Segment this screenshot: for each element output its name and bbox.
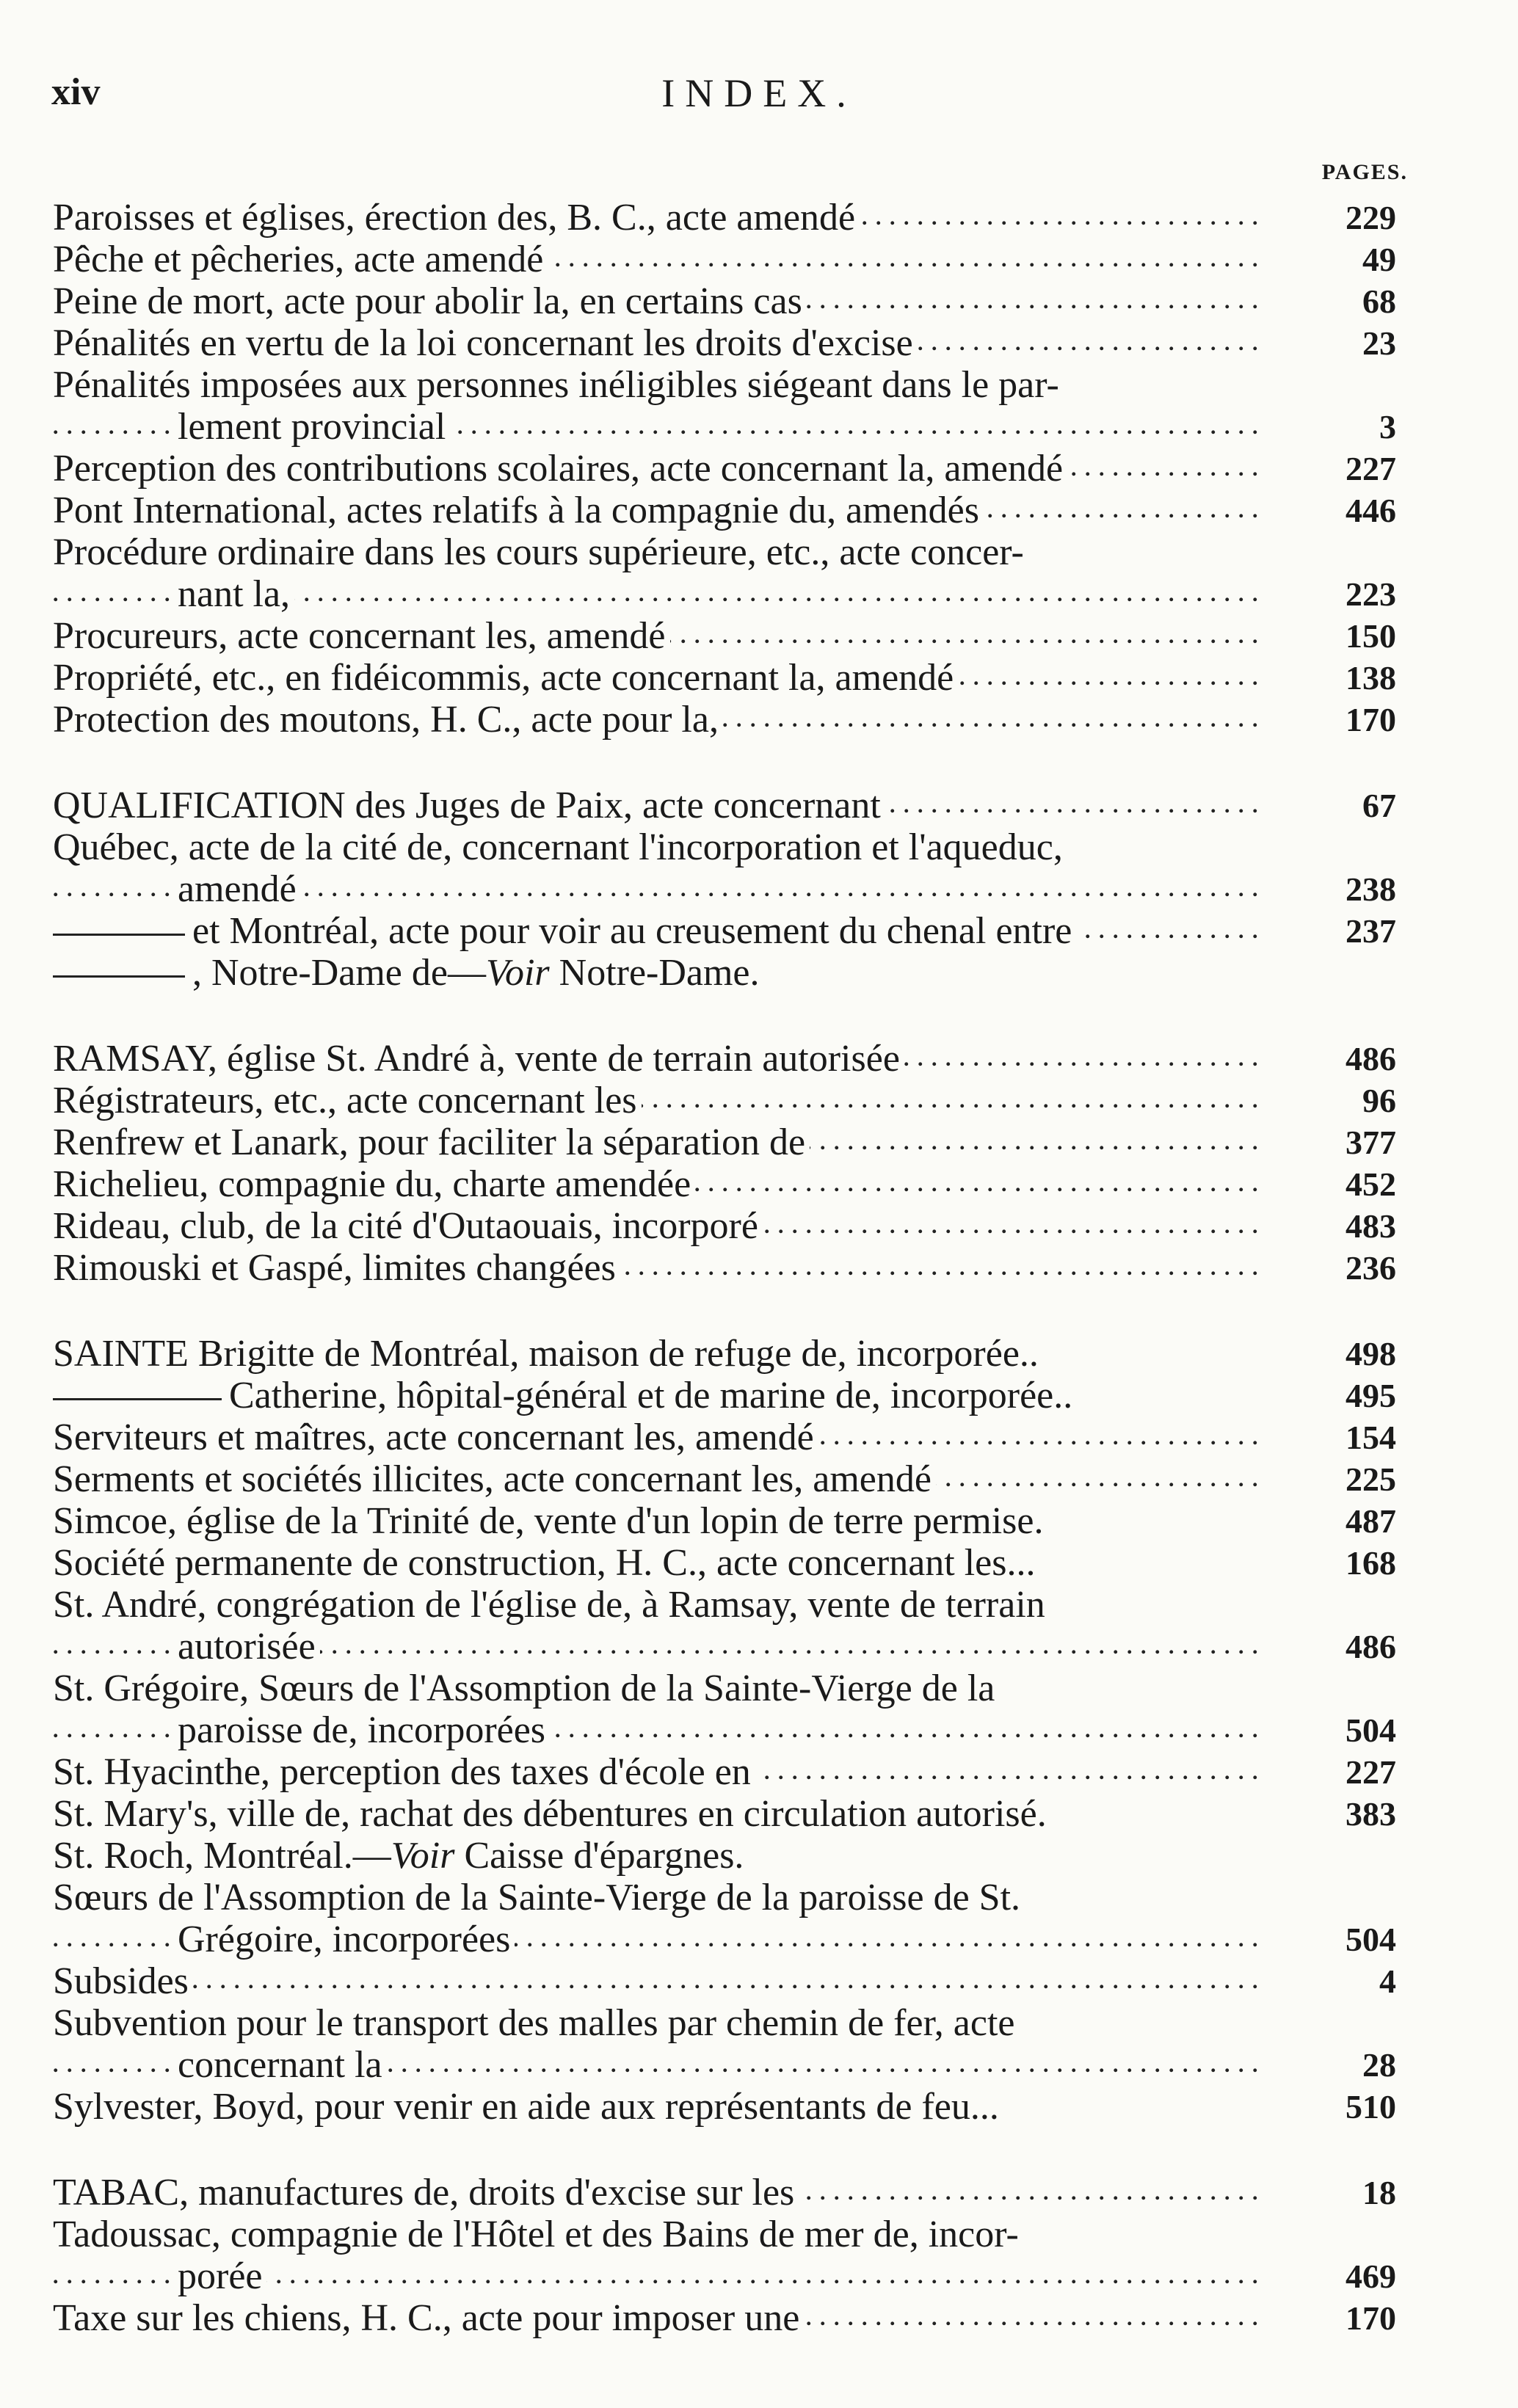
entry-text <box>53 2086 1264 2128</box>
entry-text <box>53 699 1264 741</box>
entry-line <box>53 2214 1023 2255</box>
entry-text <box>53 1416 1264 1458</box>
entry-line-text: St. Mary's, ville de, rachat des débentures en circulation autorisé. <box>53 1793 1047 1835</box>
entry-line <box>53 1793 1051 1835</box>
page-reference: 138 <box>1346 659 1396 696</box>
see-reference: Voir <box>391 1835 455 1877</box>
page-reference: 18 <box>1362 2174 1396 2211</box>
entry-text <box>53 1038 1264 1080</box>
index-entry <box>53 2086 1418 2128</box>
entry-line-text: , Notre-Dame de— <box>192 952 486 994</box>
entry-line <box>53 1877 1025 1918</box>
index-entry <box>53 1416 1418 1458</box>
index-entry <box>53 1333 1418 1375</box>
entry-line-text: paroisse de, incorporées <box>178 1709 546 1751</box>
index-entry <box>53 1960 1418 2002</box>
entry-line <box>53 1458 936 1500</box>
entry-line <box>53 1121 810 1163</box>
entry-line-text: nant la, <box>178 573 291 615</box>
entry-text <box>53 1080 1264 1121</box>
entry-line-text: et Montréal, acte pour voir au creusement du chenal entre <box>192 910 1072 952</box>
entry-line <box>53 280 807 322</box>
entry-line <box>53 785 885 826</box>
entry-line-text: St. Hyacinthe, perception des taxes d'école en <box>53 1751 751 1793</box>
entry-line-text: amendé <box>178 868 297 910</box>
entry-line <box>53 1667 999 1709</box>
page-reference: 229 <box>1346 199 1396 236</box>
entry-line-text: Richelieu, compagnie du, charte amendée <box>53 1163 691 1205</box>
page-reference: 383 <box>1346 1795 1396 1833</box>
entry-text <box>53 910 1264 952</box>
entry-line-text: Pêche et pêcheries, acte amendé <box>53 239 544 280</box>
entry-line <box>53 322 918 364</box>
entry-line-text: Pénalités en vertu de la loi concernant les droits d'excise <box>53 322 913 364</box>
entry-line <box>53 197 860 239</box>
entry-line <box>53 826 1067 868</box>
index-entry <box>53 531 1418 615</box>
page-reference: 487 <box>1346 1502 1396 1540</box>
entry-line-text: St. Grégoire, Sœurs de l'Assomption de la Sainte-Vierge de la <box>53 1667 995 1709</box>
index-entry <box>53 197 1418 239</box>
index-entry <box>53 1247 1418 1289</box>
index-entry <box>53 1375 1418 1416</box>
page-reference: 504 <box>1346 1712 1396 1749</box>
entry-line <box>53 364 1064 406</box>
entry-text <box>53 1751 1264 1793</box>
entry-line-text: Simcoe, église de la Trinité de, vente d'un lopin de terre permise. <box>53 1500 1044 1542</box>
entry-line-text: Peine de mort, acte pour abolir la, en certains cas <box>53 280 802 322</box>
index-entry <box>53 785 1418 826</box>
index-entry <box>53 2297 1418 2339</box>
entry-line-text: Rideau, club, de la cité d'Outaouais, incorporé <box>53 1205 758 1247</box>
ditto-dash <box>53 975 185 978</box>
entry-line <box>53 1542 1040 1584</box>
page-reference: 510 <box>1346 2088 1396 2125</box>
index-entry <box>53 1877 1418 1960</box>
entry-line <box>53 615 670 657</box>
entry-line <box>53 531 1028 573</box>
entry-line-text: Pont International, actes relatifs à la compagnie du, amendés <box>53 490 979 531</box>
page-reference: 452 <box>1346 1165 1396 1203</box>
entry-line <box>53 1038 904 1080</box>
index-entry <box>53 615 1418 657</box>
index-entry <box>53 1751 1418 1793</box>
entry-line-text: Paroisses et églises, érection des, B. C., acte amendé <box>53 197 856 239</box>
entry-text <box>53 364 1264 406</box>
entry-text <box>53 2214 1264 2255</box>
index-entry <box>53 826 1418 910</box>
entry-text <box>53 1333 1264 1375</box>
index-entry <box>53 322 1418 364</box>
entry-line-text: St. Roch, Montréal.— <box>53 1835 391 1877</box>
entry-line-text: Protection des moutons, H. C., acte pour la, <box>53 699 719 741</box>
section-gap <box>53 1289 1418 1333</box>
entry-line <box>53 1416 818 1458</box>
index-entry <box>53 1500 1418 1542</box>
section-gap <box>53 994 1418 1038</box>
index-entry <box>53 1835 1418 1877</box>
index-entry <box>53 1458 1418 1500</box>
page-reference: 377 <box>1346 1124 1396 1161</box>
entry-line <box>53 1500 1048 1542</box>
entry-line-text: Serviteurs et maîtres, acte concernant les, amendé <box>53 1416 814 1458</box>
entry-line <box>53 2297 804 2339</box>
entry-text-continued <box>53 868 1264 910</box>
page-reference: 495 <box>1346 1377 1396 1414</box>
entry-line-text: autorisée <box>178 1626 316 1667</box>
entry-text <box>53 1584 1264 1626</box>
index-entry <box>53 1667 1418 1751</box>
entry-line <box>178 2044 387 2086</box>
entry-text-continued <box>53 2255 1264 2297</box>
index-entry <box>53 280 1418 322</box>
entry-line <box>53 2002 1020 2044</box>
index-entries <box>53 197 1418 2339</box>
entry-line-text: Rimouski et Gaspé, limites changées <box>53 1247 616 1289</box>
entry-line-text: Propriété, etc., en fidéicommis, acte concernant la, amendé <box>53 657 954 699</box>
index-entry <box>53 1205 1418 1247</box>
entry-text <box>53 239 1264 280</box>
page-reference: 23 <box>1362 324 1396 362</box>
entry-line-text: TABAC, manufactures de, droits d'excise sur les <box>53 2172 795 2214</box>
entry-line-text: Perception des contributions scolaires, acte concernant la, amendé <box>53 448 1064 490</box>
entry-text <box>53 1458 1264 1500</box>
entry-line <box>53 952 764 994</box>
entry-line <box>53 1163 695 1205</box>
page-reference: 4 <box>1379 1963 1396 2000</box>
page-reference: 483 <box>1346 1207 1396 1245</box>
index-entry <box>53 657 1418 699</box>
entry-line-text: Grégoire, incorporées <box>178 1918 511 1960</box>
page-reference: 3 <box>1379 408 1396 445</box>
page-reference: 469 <box>1346 2258 1396 2295</box>
entry-text <box>53 2172 1264 2214</box>
pages-column-label: PAGES. <box>1321 160 1408 184</box>
entry-line <box>53 1584 1050 1626</box>
page-reference: 68 <box>1362 283 1396 320</box>
entry-text <box>53 490 1264 531</box>
entry-line <box>178 1918 515 1960</box>
entry-line <box>53 1751 755 1793</box>
entry-line-text: SAINTE Brigitte de Montréal, maison de refuge de, incorporée.. <box>53 1333 1039 1375</box>
entry-line-text: Subvention pour le transport des malles par chemin de fer, acte <box>53 2002 1015 2044</box>
entry-line-text: Société permanente de construction, H. C., acte concernant les... <box>53 1542 1036 1584</box>
index-entry <box>53 1163 1418 1205</box>
entry-text <box>53 1667 1264 1709</box>
page-reference: 223 <box>1346 575 1396 613</box>
entry-line <box>178 1626 320 1667</box>
index-entry <box>53 952 1418 994</box>
entry-line-text: Serments et sociétés illicites, acte concernant les, amendé <box>53 1458 932 1500</box>
entry-line-text: Sylvester, Boyd, pour venir en aide aux représentants de feu... <box>53 2086 999 2128</box>
entry-text <box>53 1500 1264 1542</box>
see-target: Notre-Dame. <box>549 952 760 994</box>
entry-line <box>178 868 301 910</box>
entry-line <box>53 1960 193 2002</box>
entry-text <box>53 1877 1264 1918</box>
entry-text-continued <box>53 2044 1264 2086</box>
entry-text <box>53 952 1264 994</box>
entry-text <box>53 1793 1264 1835</box>
page-reference: 504 <box>1346 1921 1396 1958</box>
entry-line <box>53 448 1067 490</box>
see-reference: Voir <box>485 952 550 994</box>
index-entry <box>53 490 1418 531</box>
entry-text <box>53 2297 1264 2339</box>
entry-line-text: Pénalités imposées aux personnes inéligibles siégeant dans le par- <box>53 364 1059 406</box>
page-reference: 170 <box>1346 2299 1396 2337</box>
page-reference: 446 <box>1346 492 1396 529</box>
page-reference: 28 <box>1362 2046 1396 2084</box>
entry-text <box>53 1121 1264 1163</box>
entry-line-text: Québec, acte de la cité de, concernant l'incorporation et l'aqueduc, <box>53 826 1063 868</box>
index-entry <box>53 364 1418 448</box>
index-entry <box>53 1080 1418 1121</box>
index-entry <box>53 448 1418 490</box>
page-reference: 168 <box>1346 1544 1396 1582</box>
entry-text <box>53 1835 1264 1877</box>
entry-text-continued <box>53 406 1264 448</box>
entry-line <box>53 1375 1077 1416</box>
index-entry <box>53 1584 1418 1667</box>
entry-line <box>53 1205 763 1247</box>
entry-line-text: lement provincial <box>178 406 446 448</box>
page-reference: 238 <box>1346 870 1396 908</box>
entry-line-text: Régistrateurs, etc., acte concernant les <box>53 1080 637 1121</box>
entry-text <box>53 280 1264 322</box>
index-entry <box>53 699 1418 741</box>
entry-text <box>53 785 1264 826</box>
entry-line-text: Subsides <box>53 1960 189 2002</box>
page-reference: 227 <box>1346 1753 1396 1791</box>
page-reference: 486 <box>1346 1628 1396 1665</box>
page-reference: 498 <box>1346 1335 1396 1372</box>
entry-line <box>178 406 450 448</box>
page-reference: 227 <box>1346 450 1396 487</box>
page-reference: 49 <box>1362 241 1396 278</box>
entry-line-text: Procédure ordinaire dans les cours supérieure, etc., acte concer- <box>53 531 1024 573</box>
entry-text <box>53 1205 1264 1247</box>
entry-text <box>53 448 1264 490</box>
entry-line-text: QUALIFICATION des Juges de Paix, acte concernant <box>53 785 881 826</box>
ditto-dash <box>53 1398 222 1400</box>
page-header <box>0 70 1518 129</box>
index-entry <box>53 1793 1418 1835</box>
page-title: INDEX. <box>661 71 857 115</box>
entry-text <box>53 1542 1264 1584</box>
index-entry <box>53 2172 1418 2214</box>
entry-text <box>53 197 1264 239</box>
entry-line <box>53 490 984 531</box>
entry-text <box>53 615 1264 657</box>
page-number: xiv <box>51 71 101 113</box>
page-reference: 150 <box>1346 617 1396 655</box>
entry-line <box>53 1080 642 1121</box>
index-entry <box>53 1038 1418 1080</box>
entry-text-continued <box>53 1709 1264 1751</box>
entry-line <box>53 910 1076 952</box>
entry-text <box>53 1163 1264 1205</box>
page-reference: 67 <box>1362 787 1396 824</box>
index-entry <box>53 1542 1418 1584</box>
index-entry <box>53 2002 1418 2086</box>
entry-line-text: Sœurs de l'Assomption de la Sainte-Vierge de la paroisse de St. <box>53 1877 1021 1918</box>
entry-line <box>178 573 294 615</box>
entry-line-text: concernant la <box>178 2044 382 2086</box>
entry-text <box>53 531 1264 573</box>
entry-line <box>53 2172 799 2214</box>
entry-line <box>178 2255 266 2297</box>
entry-line-text: RAMSAY, église St. André à, vente de terrain autorisée <box>53 1038 900 1080</box>
page-reference: 237 <box>1346 912 1396 950</box>
entry-line <box>53 657 958 699</box>
entry-line-text: Renfrew et Lanark, pour faciliter la séparation de <box>53 1121 806 1163</box>
entry-text <box>53 322 1264 364</box>
entry-line-text: Catherine, hôpital-général et de marine de, incorporée.. <box>229 1375 1073 1416</box>
entry-line <box>178 1709 550 1751</box>
entry-text <box>53 2002 1264 2044</box>
entry-line <box>53 699 723 741</box>
index-entry <box>53 2214 1418 2297</box>
entry-text <box>53 826 1264 868</box>
entry-text-continued <box>53 1626 1264 1667</box>
page-reference: 486 <box>1346 1040 1396 1077</box>
index-entry <box>53 1121 1418 1163</box>
entry-line-text: Taxe sur les chiens, H. C., acte pour imposer une <box>53 2297 800 2339</box>
page-reference: 96 <box>1362 1082 1396 1119</box>
entry-line-text: St. André, congrégation de l'église de, à Ramsay, vente de terrain <box>53 1584 1045 1626</box>
entry-text <box>53 1375 1264 1416</box>
section-gap <box>53 2128 1418 2172</box>
entry-line-text: Procureurs, acte concernant les, amendé <box>53 615 666 657</box>
entry-text-continued <box>53 1918 1264 1960</box>
ditto-dash <box>53 934 185 936</box>
entry-line <box>53 1333 1043 1375</box>
entry-text-continued <box>53 573 1264 615</box>
entry-line-text: Tadoussac, compagnie de l'Hôtel et des Bains de mer de, incor- <box>53 2214 1019 2255</box>
entry-line <box>53 2086 1003 2128</box>
entry-line-text: porée <box>178 2255 263 2297</box>
page-reference: 154 <box>1346 1419 1396 1456</box>
index-entry <box>53 910 1418 952</box>
entry-line <box>53 239 548 280</box>
page-reference: 170 <box>1346 701 1396 738</box>
see-target: Caisse d'épargnes. <box>454 1835 744 1877</box>
page-reference: 225 <box>1346 1461 1396 1498</box>
index-entry <box>53 239 1418 280</box>
entry-text <box>53 657 1264 699</box>
entry-text <box>53 1960 1264 2002</box>
entry-line <box>53 1247 620 1289</box>
section-gap <box>53 741 1418 785</box>
page-reference: 236 <box>1346 1249 1396 1287</box>
entry-text <box>53 1247 1264 1289</box>
entry-line <box>53 1835 748 1877</box>
